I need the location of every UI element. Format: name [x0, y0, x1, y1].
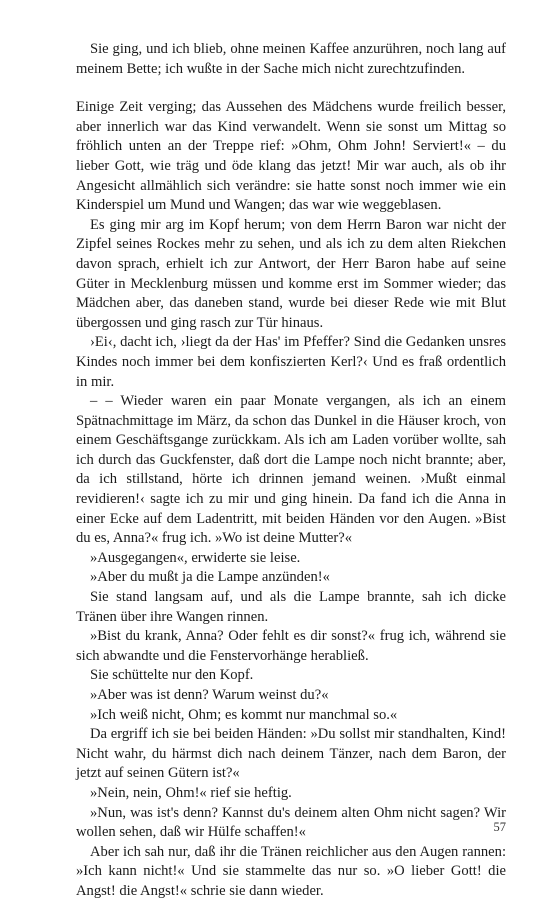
paragraph: Aber ich sah nur, daß ihr die Tränen reichlicher aus den Augen rannen: »Ich kann nicht!« Und sie stammelte das nur so. »O lieber Gott! die Angst! die Angst!« schrie sie dann wieder.	[76, 843, 506, 899]
paragraph: »Nein, nein, Ohm!« rief sie heftig.	[90, 784, 292, 801]
paragraph: Es ging mir arg im Kopf herum; von dem Herrn Baron war nicht der Zipfel seines Rockes mehr zu sehen, und als ich zu dem alten Riekchen davon sprach, erhielt ich zur Antwort, der Herr Baron habe auf seine Güter in Mecklenburg müssen und komme erst im Sommer wieder; das Mädchen aber, das daneben stand, wurde bei dieser Rede wie mit Blut übergossen und ging rasch zur Tür hinaus.	[76, 216, 506, 331]
body-text	[76, 40, 506, 902]
paragraph: »Ich weiß nicht, Ohm; es kommt nur manchmal so.«	[90, 706, 398, 723]
paragraph: ›Ei‹, dacht ich, ›liegt da der Has' im Pfeffer? Sind die Gedanken unsres Kindes noch immer bei dem konfiszierten Kerl?‹ Und es fraß ordentlich in mir.	[76, 334, 506, 390]
paragraph: Da ergriff ich sie bei beiden Händen: »Du sollst mir standhalten, Kind! Nicht wahr, du härmst dich nach deinem Tänzer, nach dem Baron, der jetzt auf seinen Gütern ist?«	[76, 726, 506, 782]
page-number: 57	[493, 820, 506, 834]
paragraph: »Aber du mußt ja die Lampe anzünden!«	[90, 569, 330, 586]
paragraph: »Nun, was ist's denn? Kannst du's deinem alten Ohm nicht sagen? Wir wollen sehen, daß wir Hülfe schaffen!«	[76, 804, 506, 841]
paragraph: Sie stand langsam auf, und als die Lampe brannte, sah ich dicke Tränen über ihre Wangen rinnen.	[76, 589, 506, 625]
paragraph: »Bist du krank, Anna? Oder fehlt es dir sonst?« frug ich, während sie sich abwandte und die Fenstervorhänge herabließ.	[76, 628, 506, 664]
paragraph: Einige Zeit verging; das Aussehen des Mädchens wurde freilich besser, aber innerlich war das Kind verwandelt. Wenn sie sonst um Mittag so fröhlich unten an der Treppe rief: »Ohm, Ohm John! Serviert!« – du lieber Gott, wie träg und öde klang das jetzt! Mir war auch, als ob ihr Angesicht allmählich sich verändre: sie hatte sonst noch immer wie ein Kinderspiel um Mund und Wangen; das war wie weggeblasen.	[76, 99, 506, 214]
paragraph: Sie schüttelte nur den Kopf.	[90, 667, 254, 684]
paragraph: – – Wieder waren ein paar Monate vergangen, als ich an einem Spätnachmittage im März, da schon das Dunkel in die Häuser kroch, von einem Geschäftsgange zurückkam. Als ich am Laden vorüber wollte, sah ich durch das Guckfenster, daß dort die Lampe noch nicht brannte; aber, da ich stillstand, hörte ich drinnen jemand weinen. ›Mußt einmal revidieren!‹ sagte ich zu mir und ging hinein. Da fand ich die Anna in einer Ecke auf dem Ladentritt, mit beiden Händen vor den Augen. »Bist du es, Anna?« frug ich. »Wo ist deine Mutter?«	[76, 393, 506, 547]
paragraph: »Ausgegangen«, erwiderte sie leise.	[90, 549, 301, 566]
paragraph: Sie ging, und ich blieb, ohne meinen Kaffee anzurühren, noch lang auf meinem Bette; ich wußte in der Sache mich nicht zurechtzufinden.	[76, 41, 506, 77]
paragraph: »Aber was ist denn? Warum weinst du?«	[90, 687, 329, 703]
